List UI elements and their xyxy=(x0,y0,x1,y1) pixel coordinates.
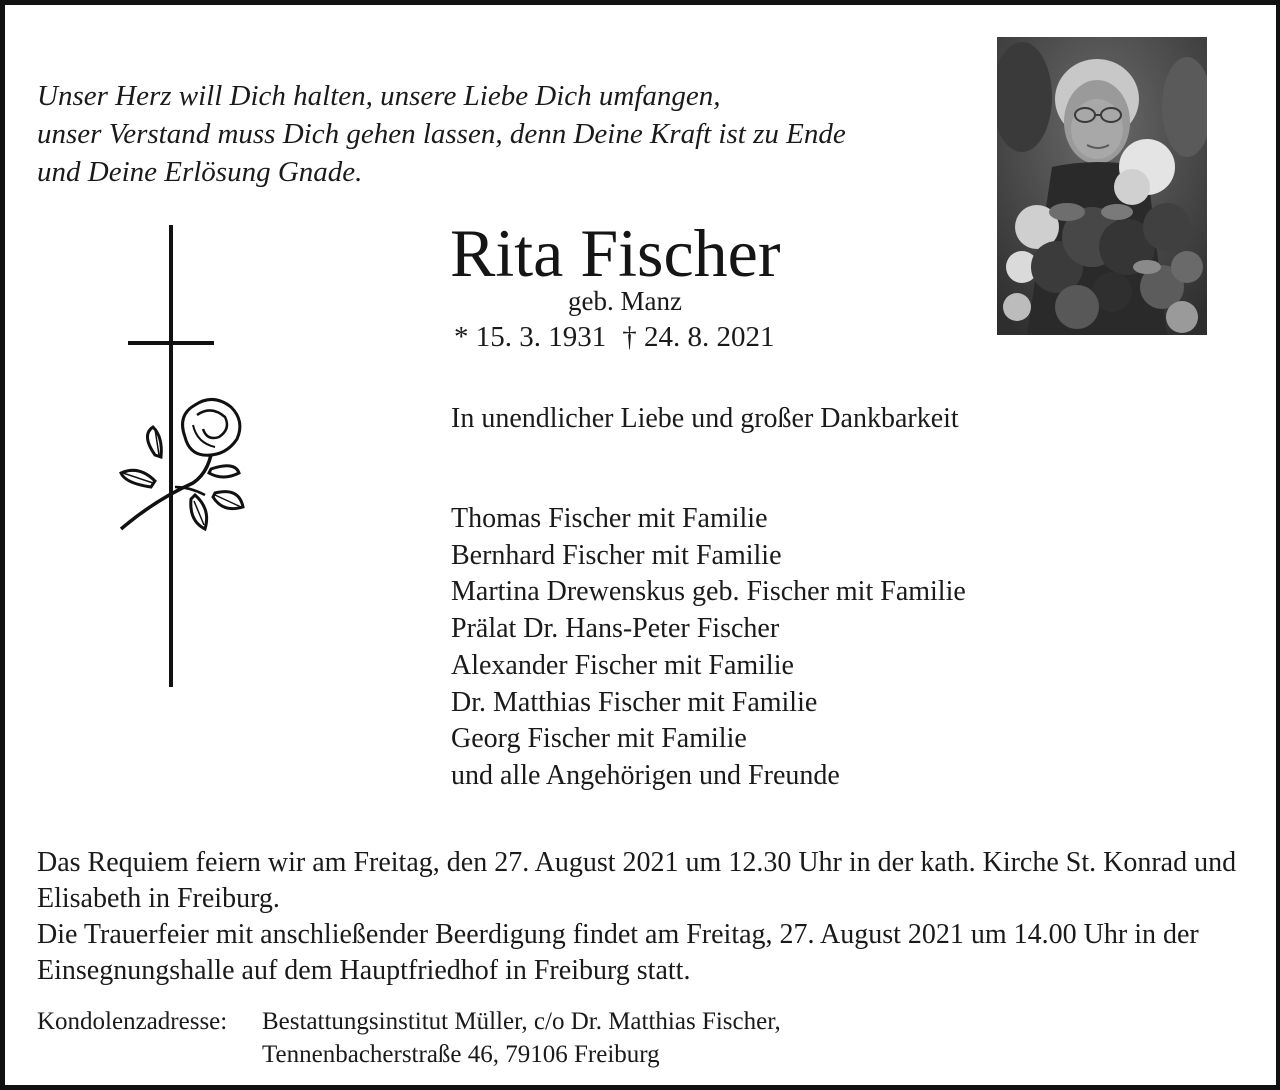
motto-verse xyxy=(37,77,846,191)
requiem-text: Das Requiem feiern wir am Freitag, den 27. August 2021 um 12.30 Uhr in der kath. Kirche St. Konrad und Elisabeth in Freiburg. xyxy=(37,847,1237,914)
life-dates xyxy=(454,319,775,355)
condolence-line-1: Bestattungsinstitut Müller, c/o Dr. Matthias Fischer, xyxy=(262,1008,781,1035)
list-item: Dr. Matthias Fischer mit Familie xyxy=(451,686,818,718)
list-item: Alexander Fischer mit Familie xyxy=(451,649,794,681)
list-item: Bernhard Fischer mit Familie xyxy=(451,539,782,571)
cross-with-rose-icon xyxy=(115,225,255,694)
condolence-line-2: Tennenbacherstraße 46, 79106 Freiburg xyxy=(262,1041,660,1068)
condolence-address xyxy=(37,1005,781,1071)
dedication-text: In unendlicher Liebe und großer Dankbarkeit xyxy=(451,403,959,434)
death-date: † 24. 8. 2021 xyxy=(622,321,775,353)
motto-line: unser Verstand muss Dich gehen lassen, denn Deine Kraft ist zu Ende xyxy=(37,118,846,150)
funeral-text: Die Trauerfeier mit anschließender Beerdigung findet am Freitag, 27. August 2021 um 14.00 Uhr in der Einsegnungshalle auf dem Hauptfriedhof in Freiburg statt. xyxy=(37,919,1199,986)
list-item: Thomas Fischer mit Familie xyxy=(451,503,768,534)
mourners-list xyxy=(451,501,966,795)
motto-line: und Deine Erlösung Gnade. xyxy=(37,156,363,188)
service-details xyxy=(37,845,1257,989)
born-name: geb. Manz xyxy=(568,286,682,316)
portrait-photo xyxy=(997,37,1207,335)
deceased-name: Rita Fischer xyxy=(450,215,781,291)
condolence-label: Kondolenzadresse: xyxy=(37,1008,228,1035)
list-item: Georg Fischer mit Familie xyxy=(451,723,747,755)
motto-line: Unser Herz will Dich halten, unsere Liebe Dich umfangen, xyxy=(37,80,721,112)
list-item: Martina Drewenskus geb. Fischer mit Familie xyxy=(451,576,966,608)
birth-date: * 15. 3. 1931 xyxy=(454,321,607,353)
list-item: und alle Angehörigen und Freunde xyxy=(451,759,840,791)
list-item: Prälat Dr. Hans-Peter Fischer xyxy=(451,613,780,645)
